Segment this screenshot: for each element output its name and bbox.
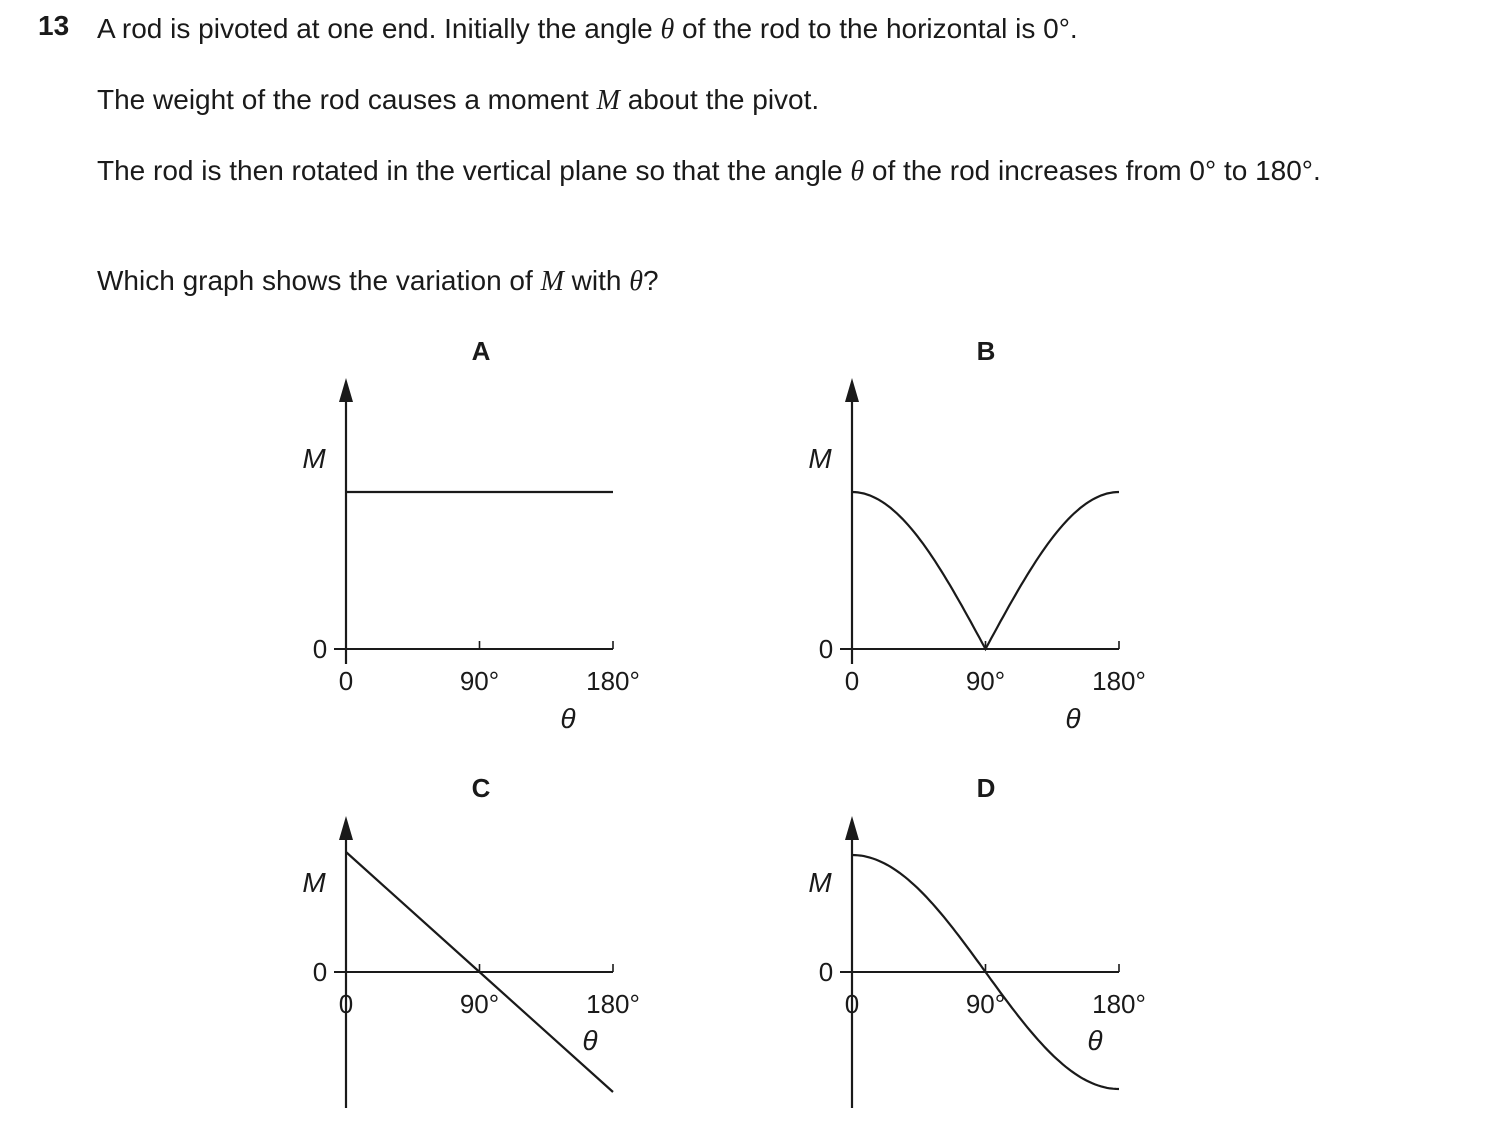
x-tick-label: 90° [459, 989, 500, 1019]
text: about the pivot. [619, 84, 820, 115]
x-tick-label: 0 [338, 666, 354, 696]
x-tick-label: 0 [844, 989, 860, 1019]
x-axis-label: θ [1087, 1025, 1103, 1056]
text: The weight of the rod causes a moment [97, 84, 597, 115]
x-tick-label: 180° [1092, 989, 1146, 1019]
y-axis-arrow [845, 816, 859, 840]
x-tick-label: 90° [965, 989, 1006, 1019]
x-tick-label: 0 [844, 666, 860, 696]
graph-curve-b [852, 492, 1119, 649]
y-axis-label: M [808, 867, 832, 898]
text: of the rod to the horizontal is 0°. [674, 13, 1078, 44]
graph-label-b: B [976, 336, 996, 366]
y-axis-label: M [808, 443, 832, 474]
x-tick-label: 180° [586, 666, 640, 696]
theta-symbol: θ [660, 14, 675, 45]
x-tick-label: 180° [586, 989, 640, 1019]
text: with [563, 265, 630, 296]
theta-symbol: θ [850, 156, 865, 187]
x-tick-label: 90° [965, 666, 1006, 696]
text: The rod is then rotated in the vertical plane so that the angle [97, 155, 851, 186]
text: of the rod increases from 0° to 180°. [864, 155, 1321, 186]
graph-label-c: C [471, 773, 491, 803]
y-tick-label: 0 [312, 634, 328, 664]
moment-symbol: M [540, 266, 564, 297]
text: A rod is pivoted at one end. Initially the angle [97, 13, 661, 44]
question-number: 13 [38, 10, 70, 41]
x-tick-label: 180° [1092, 666, 1146, 696]
text: ? [643, 265, 659, 296]
y-axis-label: M [302, 867, 326, 898]
x-tick-label: 0 [338, 989, 354, 1019]
x-axis-label: θ [560, 703, 576, 734]
x-axis-label: θ [582, 1025, 598, 1056]
x-tick-label: 90° [459, 666, 500, 696]
graph-label-d: D [976, 773, 996, 803]
y-tick-label: 0 [818, 634, 834, 664]
y-axis-label: M [302, 443, 326, 474]
y-axis-arrow [339, 378, 353, 402]
graph-label-a: A [471, 336, 491, 366]
theta-symbol: θ [629, 266, 644, 297]
y-axis-arrow [339, 816, 353, 840]
moment-symbol: M [596, 85, 620, 116]
x-axis-label: θ [1065, 703, 1081, 734]
text: Which graph shows the variation of [97, 265, 541, 296]
y-axis-arrow [845, 378, 859, 402]
y-tick-label: 0 [818, 957, 834, 987]
y-tick-label: 0 [312, 957, 328, 987]
